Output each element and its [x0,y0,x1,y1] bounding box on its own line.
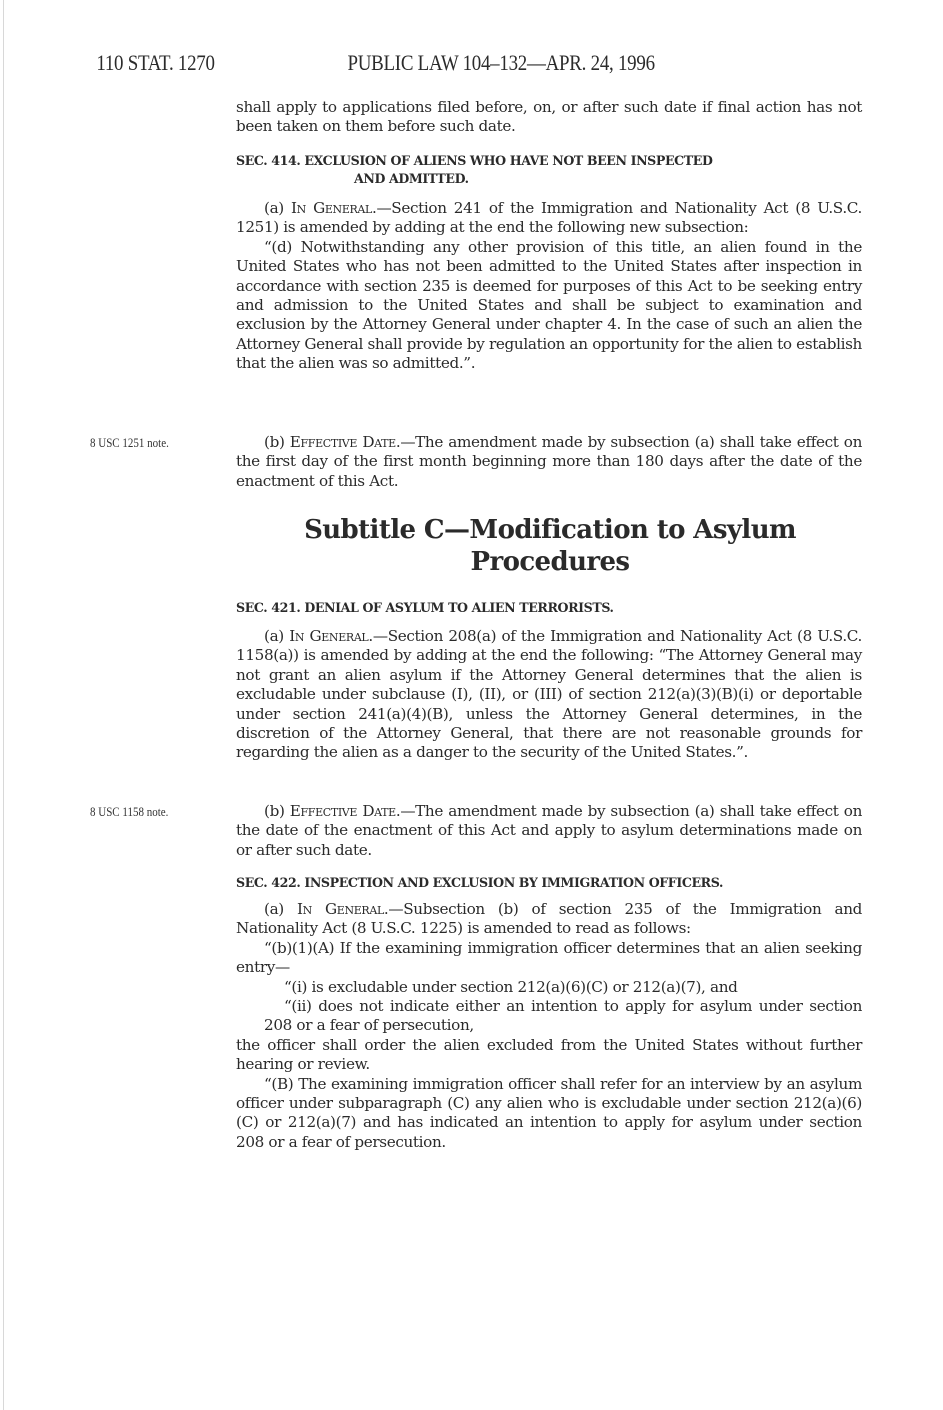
sec-414-body [236,199,862,374]
sec-414-subsection-a [236,199,862,238]
sec-422-clause-i: “(i) is excludable under section 212(a)(6)(C) or 212(a)(7), and [284,977,738,996]
subsection-text: —Section 208(a) of the Immigration and Nationality Act (8 U.S.C. 1158(a)) is amended by adding at the end the following: “The Attorney General may not grant an alien asylum if the Attorney General determines that the alien is excludable under subclause (I), (II), or (III) of section 212(a)(3)(B)(i) or deportable under section 241(a)(4)(B), unless the Attorney General determines, in the discretion of the Attorney General, that there are not reasonable grounds for regarding the alien as a danger to the security of the United States.”. [236,627,862,762]
sec-422-clause-ii: “(ii) does not indicate either an intention to apply for asylum under section 208 or a fear of persecution, [264,997,862,1035]
subsection-text: —Subsection (b) of section 235 of the Immigration and Nationality Act (8 U.S.C. 1225) is amended to read as follows: [236,900,862,938]
sec-414-effective-date [236,433,862,491]
sec-422-conclusion: the officer shall order the alien excluded from the United States without further hearing or review. [236,1035,862,1074]
sec-414-heading-line2: AND ADMITTED. [354,171,469,186]
page-edge-line [3,0,4,1410]
intro-paragraph: shall apply to applications filed before, on, or after such date if final action has not been taken on them before such date. [236,98,862,136]
intro-continuation [236,98,862,137]
margin-note-1158: 8 USC 1158 note. [90,805,169,819]
subsection-text: —The amendment made by subsection (a) shall take effect on the first day of the first month beginning more than 180 days after the date of the enactment of this Act. [236,433,863,490]
sec-421-heading-block [236,599,862,617]
sec-422-heading-block [236,874,862,892]
sec-414-heading-line1: SEC. 414. EXCLUSION OF ALIENS WHO HAVE NOT BEEN INSPECTED [236,153,713,168]
subsection-text: —Section 241 of the Immigration and Nationality Act (8 U.S.C. 1251) is amended by adding at the end the following new subsection: [236,199,863,237]
running-head [0,50,811,80]
subsection-label: (a) [264,627,290,645]
sec-414-subsection-b [236,433,862,491]
subtitle-line2: Procedures [470,547,630,577]
sec-414-heading [236,152,862,188]
subsection-caption: Effective Date. [289,433,401,451]
statute-page-reference: 110 STAT. 1270 [96,50,215,75]
sec-414-new-subsection-d: “(d) Notwithstanding any other provision of this title, an alien found in the United States who has not been admitted to the United States after inspection in accordance with section 235 is deemed for purposes of this Act to be seeking entry and admission to the United States and shall be subject to examination and exclusion by the Attorney General under chapter 4. In the case of such an alien the Attorney General shall provide by regulation an opportunity for the alien to establish that the alien was so admitted.”. [236,237,862,373]
subtitle-c-block [220,514,880,578]
subsection-label: (a) [264,900,297,918]
subsection-label: (b) [264,802,290,820]
sec-422-heading: SEC. 422. INSPECTION AND EXCLUSION BY IMMIGRATION OFFICERS. [236,875,723,890]
sec-421-body [236,627,862,763]
subsection-caption: In General. [289,627,373,645]
subsection-caption: In General. [291,199,377,217]
sec-421-effective-date [236,802,862,860]
sec-414-heading-block [236,152,862,188]
sec-421-subsection-a [236,627,862,763]
subsection-caption: Effective Date. [289,802,401,820]
margin-note-1251: 8 USC 1251 note. [90,436,169,450]
subsection-label: (b) [264,433,290,451]
subtitle-line1: Subtitle C—Modification to Asylum [304,515,796,545]
sec-422-subparagraph-B: “(B) The examining immigration officer shall refer for an interview by an asylum officer under subparagraph (C) any alien who is excludable under section 212(a)(6)(C) or 212(a)(7) and has indicated an intention to apply for asylum under section 208 or a fear of persecution. [236,1074,862,1151]
sec-422-body [236,900,862,1152]
subsection-caption: In General. [296,900,389,918]
sec-421-subsection-b [236,802,862,860]
subsection-text: —The amendment made by subsection (a) shall take effect on the date of the enactment of this Act and apply to asylum determinations made on or after such date. [236,802,863,859]
sec-422-subsection-a [236,900,862,939]
sec-422-paragraph-b1A: “(b)(1)(A) If the examining immigration officer determines that an alien seeking entry— [236,938,862,977]
sec-421-heading: SEC. 421. DENIAL OF ASYLUM TO ALIEN TERRORISTS. [236,600,614,615]
public-law-reference: PUBLIC LAW 104–132—APR. 24, 1996 [347,50,655,75]
subsection-label: (a) [264,199,292,217]
subtitle-c-heading [220,514,880,578]
